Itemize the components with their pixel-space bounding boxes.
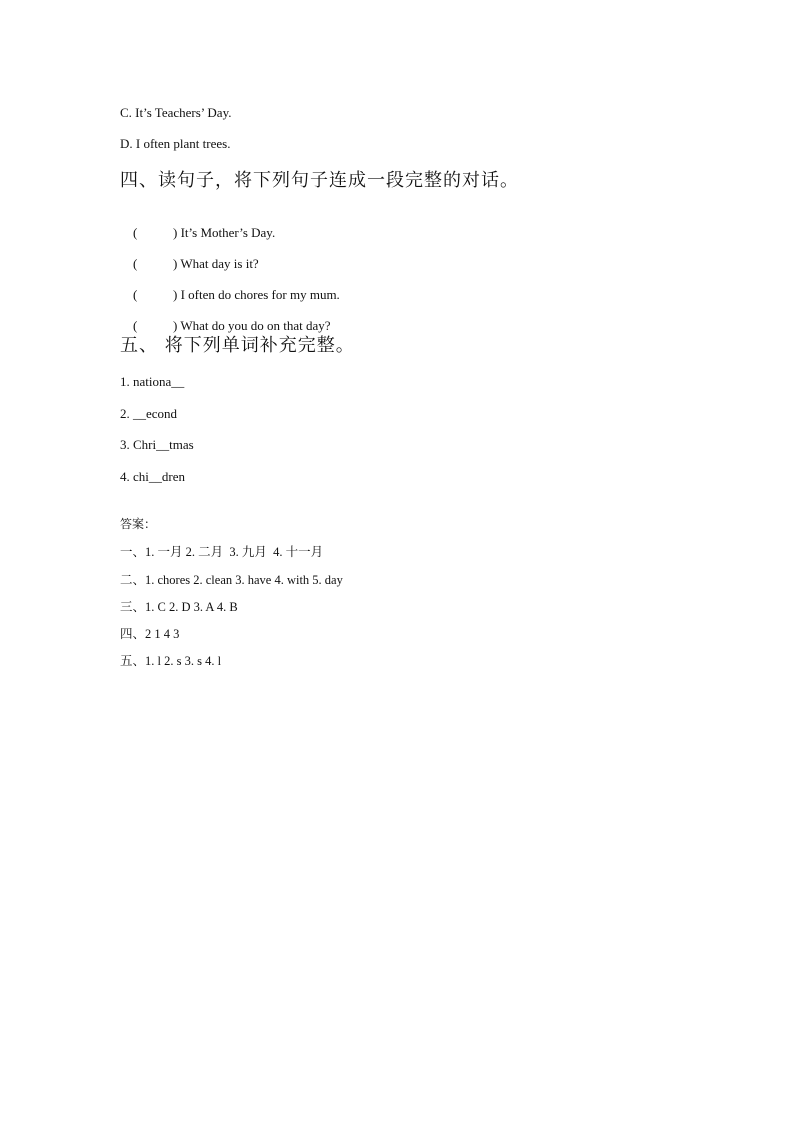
close-paren: ) xyxy=(173,287,178,302)
dialogue-text: What do you do on that day? xyxy=(177,318,331,333)
section-5-heading: 五、 将下列单词补充完整。 xyxy=(120,335,355,356)
answer-line: 一、1. 一月 2. 二月 3. 九月 4. 十一月 xyxy=(120,545,324,559)
dialogue-text: What day is it? xyxy=(177,256,259,271)
answer-line: 二、1. chores 2. clean 3. have 4. with 5. day xyxy=(120,573,343,587)
dialogue-text: It’s Mother’s Day. xyxy=(177,225,276,240)
answer-line: 五、1. l 2. s 3. s 4. l xyxy=(120,654,222,668)
answer-line: 四、2 1 4 3 xyxy=(120,627,180,641)
option-d: D. I often plant trees. xyxy=(120,136,231,151)
option-c: C. It’s Teachers’ Day. xyxy=(120,105,232,120)
section-4-heading: 四、读句子，将下列句子连成一段完整的对话。 xyxy=(120,170,519,191)
word-item: 1. nationa__ xyxy=(120,374,185,389)
dialogue-text: I often do chores for my mum. xyxy=(177,287,340,302)
word-item: 4. chi__dren xyxy=(120,469,185,484)
close-paren: ) xyxy=(173,256,178,271)
close-paren: ) xyxy=(173,318,178,333)
word-item: 2. __econd xyxy=(120,406,178,421)
open-paren: ( xyxy=(133,287,138,302)
open-paren: ( xyxy=(133,225,138,240)
answer-line: 三、1. C 2. D 3. A 4. B xyxy=(120,600,238,614)
open-paren: ( xyxy=(133,256,138,271)
word-item: 3. Chri__tmas xyxy=(120,437,194,452)
open-paren: ( xyxy=(133,318,138,333)
close-paren: ) xyxy=(173,225,178,240)
answers-label: 答案： xyxy=(120,517,157,531)
